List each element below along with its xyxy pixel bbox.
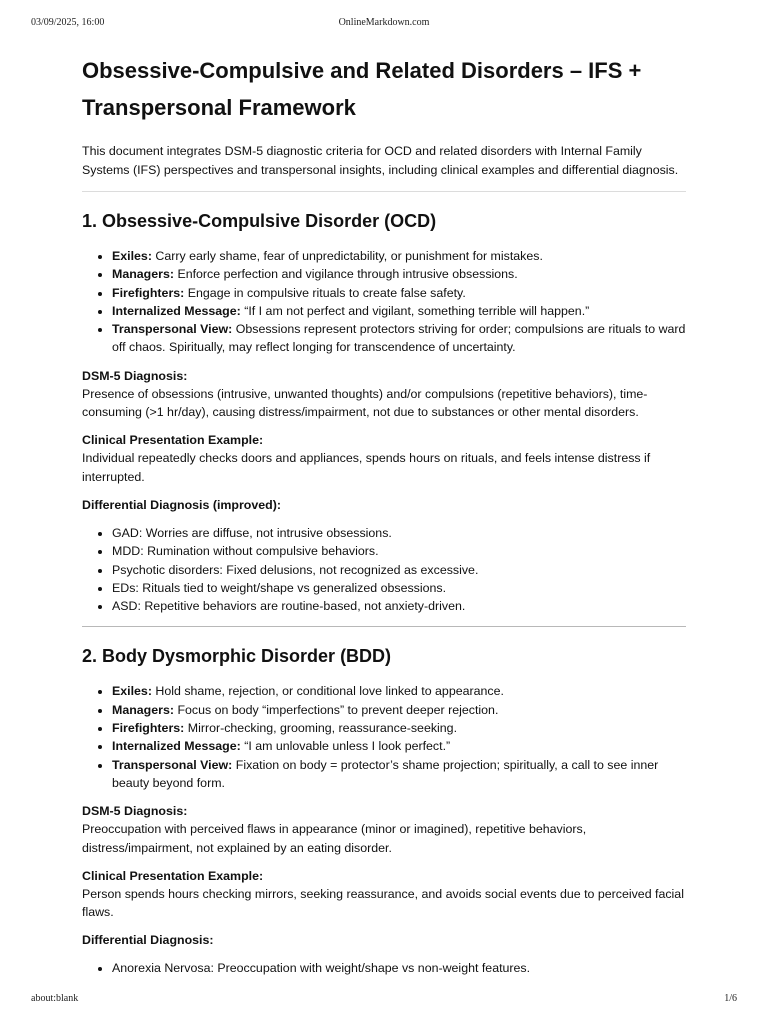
item-label: Managers: (112, 702, 174, 717)
clinical-text: Individual repeatedly checks doors and appliances, spends hours on rituals, and feels intense distress if interrupted. (82, 451, 651, 484)
list-item (112, 682, 686, 700)
item-text: “If I am not perfect and vigilant, something terrible will happen.” (244, 303, 590, 318)
list-item (112, 719, 686, 737)
differential-list (82, 524, 686, 615)
item-label: Transpersonal View: (112, 322, 233, 337)
list-item: • Psychotic disorders: Fixed delusions, not recognized as excessive. (112, 561, 686, 579)
list-item (112, 737, 686, 755)
item-text: Carry early shame, fear of unpredictability, or punishment for mistakes. (155, 249, 543, 263)
list-item (112, 247, 686, 265)
list-item: • MDD: Rumination without compulsive behaviors. (112, 542, 686, 560)
section-heading: 1. Obsessive-Compulsive Disorder (OCD) (82, 211, 437, 231)
list-item (112, 701, 686, 719)
dsm-text: Presence of obsessions (intrusive, unwanted thoughts) and/or compulsions (repetitive behaviors), time-consuming (>1 hr/day), causing distress/impairment, not due to substances or other mental disorders. (82, 386, 648, 420)
intro-paragraph: This document integrates DSM-5 diagnostic criteria for OCD and related disorders with Internal Family Systems (IFS) perspectives and transpersonal insights, including clinical examples and differential diagnosis. (82, 144, 679, 177)
differential-label: Differential Diagnosis: (82, 933, 214, 948)
ifs-parts-list (82, 682, 686, 792)
document-title: Obsessive-Compulsive and Related Disorders – IFS + Transpersonal Framework (82, 58, 642, 120)
clinical-label: Clinical Presentation Example: (82, 433, 264, 448)
list-item: • EDs: Rituals tied to weight/shape vs generalized obsessions. (112, 579, 686, 597)
item-label: Exiles: (112, 249, 152, 263)
print-footer (31, 993, 737, 1007)
item-text: Engage in compulsive rituals to create false safety. (187, 285, 466, 300)
dsm-label: DSM-5 Diagnosis: (82, 804, 188, 819)
item-label: Exiles: (112, 684, 152, 699)
item-text: Mirror-checking, grooming, reassurance-seeking. (187, 721, 458, 736)
list-item (112, 284, 686, 302)
item-label: Managers: (112, 267, 174, 282)
item-label: Internalized Message: (112, 303, 241, 318)
list-item (112, 756, 686, 793)
item-text: Fixation on body = protector’s shame projection; spiritually, a call to see inner beauty beyond form. (112, 757, 659, 790)
list-item: • GAD: Worries are diffuse, not intrusive obsessions. (112, 524, 686, 542)
document-body (82, 48, 686, 988)
list-item (112, 302, 686, 320)
section-heading: 2. Body Dysmorphic Disorder (BDD) (82, 646, 392, 667)
item-text: Hold shame, rejection, or conditional love linked to appearance. (155, 684, 504, 699)
page-number: 1/6 (724, 993, 737, 1004)
item-text: “I am unlovable unless I look perfect.” (244, 739, 451, 754)
section-bdd (82, 644, 686, 977)
item-label: Transpersonal View: (112, 757, 233, 772)
ifs-parts-list (82, 247, 686, 357)
clinical-label: Clinical Presentation Example: (82, 868, 264, 883)
differential-label: Differential Diagnosis (improved): (82, 497, 281, 512)
section-ocd (82, 209, 686, 615)
list-item: • ASD: Repetitive behaviors are routine-based, not anxiety-driven. (112, 597, 686, 615)
print-date: 03/09/2025, 16:00 (31, 17, 105, 28)
differential-list (82, 959, 686, 977)
print-header (31, 17, 737, 31)
list-item (112, 265, 686, 283)
clinical-text: Person spends hours checking mirrors, seeking reassurance, and avoids social events due to perceived facial flaws. (82, 886, 684, 920)
item-label: Internalized Message: (112, 739, 241, 754)
item-label: Firefighters: (112, 285, 185, 300)
item-text: Enforce perfection and vigilance through intrusive obsessions. (177, 267, 518, 282)
print-site-name: OnlineMarkdown.com (338, 17, 430, 28)
dsm-text: Preoccupation with perceived flaws in appearance (minor or imagined), repetitive behaviors, distress/impairment, not explained by an eating disorder. (82, 822, 587, 855)
list-item: • Anorexia Nervosa: Preoccupation with weight/shape vs non-weight features. (112, 959, 686, 977)
divider (82, 626, 686, 627)
item-text: Obsessions represent protectors striving for order; compulsions are rituals to ward off chaos. Spiritually, may reflect longing for transcendence of uncertainty. (112, 322, 686, 355)
item-text: Focus on body “imperfections” to prevent deeper rejection. (177, 702, 499, 717)
item-label: Firefighters: (112, 721, 185, 736)
divider (82, 191, 686, 192)
print-url: about:blank (31, 993, 79, 1004)
dsm-label: DSM-5 Diagnosis: (82, 368, 188, 383)
list-item (112, 320, 686, 357)
